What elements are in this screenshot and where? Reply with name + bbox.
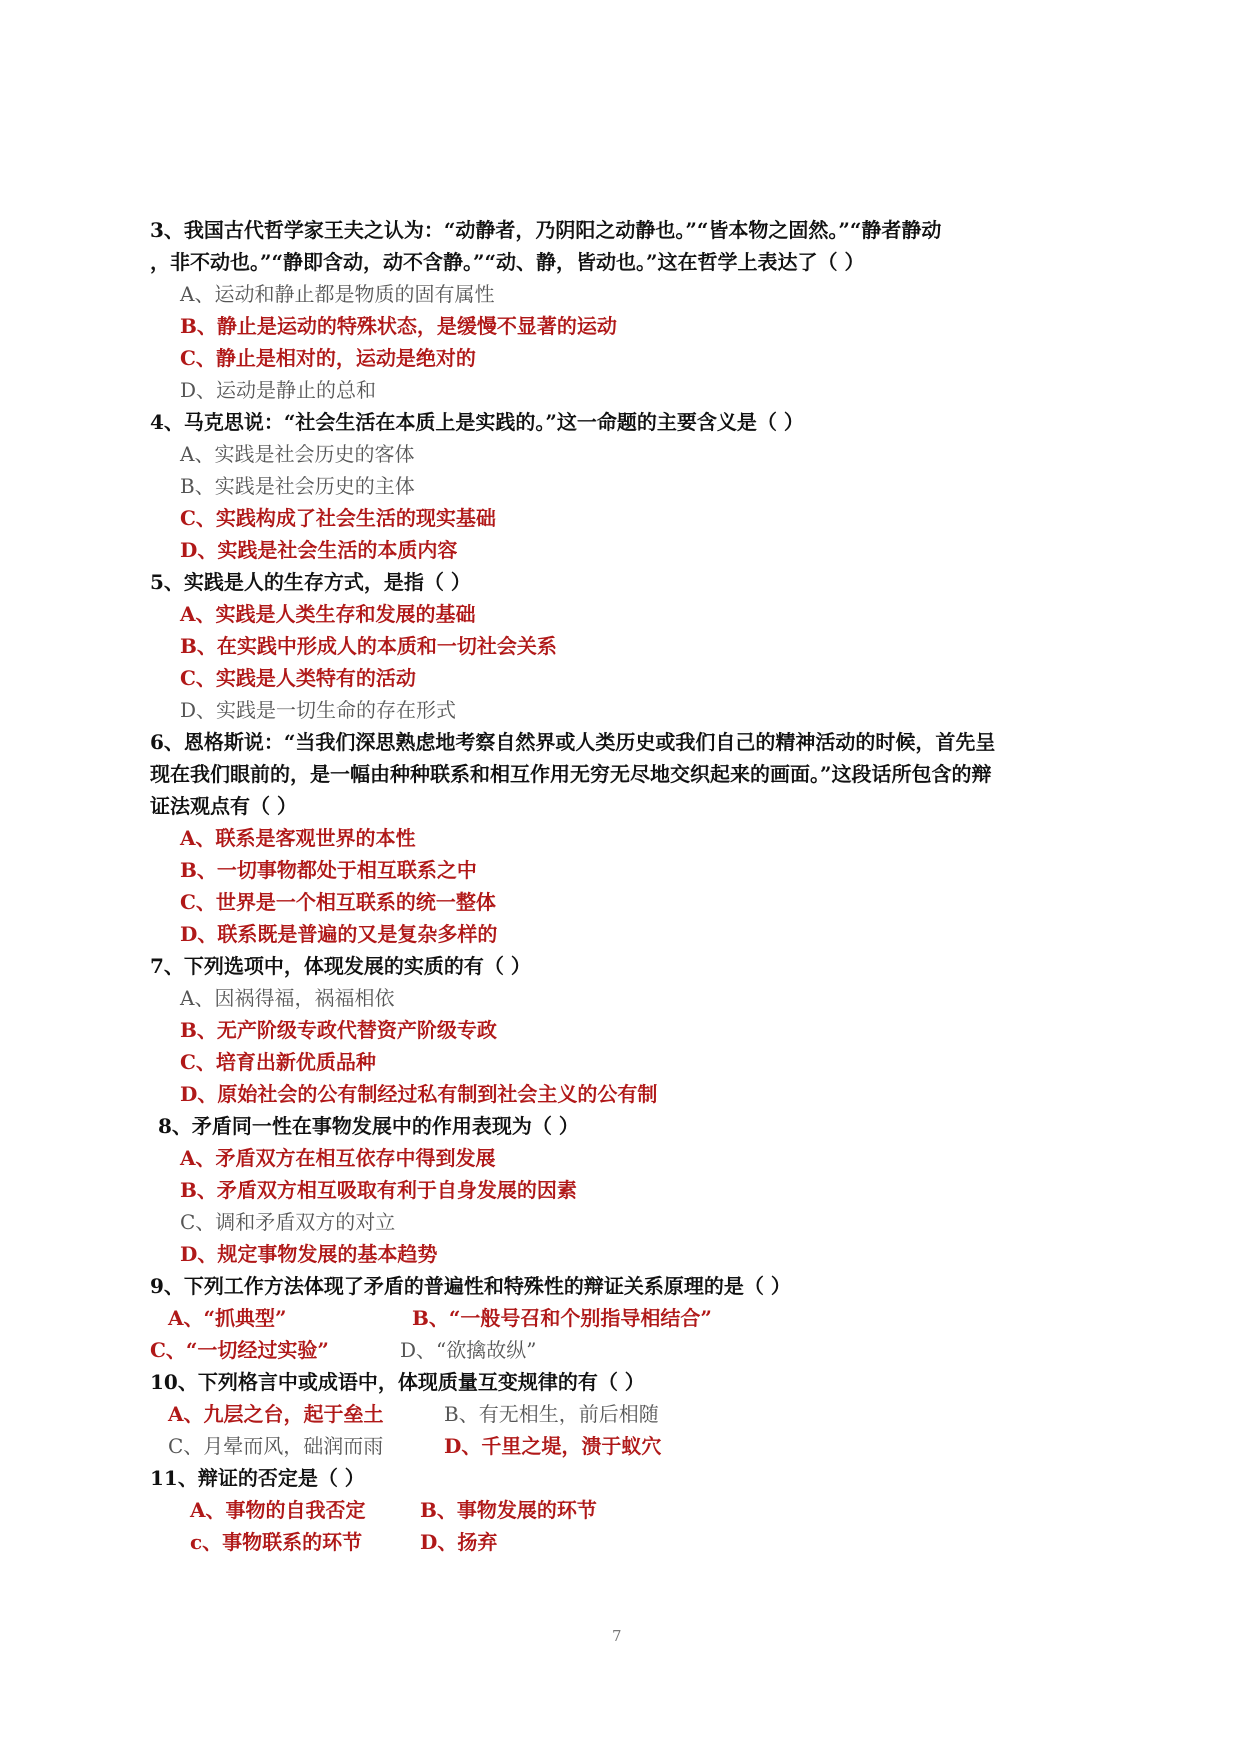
question-7-option-d: D、原始社会的公有制经过私有制到社会主义的公有制 — [180, 1082, 658, 1106]
question-5-option-c: C、实践是人类特有的活动 — [180, 666, 416, 690]
question-9-option-a: A、“抓典型” — [168, 1306, 287, 1330]
question-11-option-c: c、事物联系的环节 — [190, 1530, 363, 1554]
question-3-line-1: 3、我国古代哲学家王夫之认为：“动静者，乃阴阳之动静也。”“皆本物之固然。”“静者静动 — [150, 218, 942, 242]
question-11-option-a: A、事物的自我否定 — [190, 1498, 366, 1522]
question-8: 8、矛盾同一性在事物发展中的作用表现为（ ） — [158, 1114, 579, 1138]
question-7-option-c: C、培育出新优质品种 — [180, 1050, 376, 1074]
question-5: 5、实践是人的生存方式，是指（ ） — [150, 570, 471, 594]
question-3-option-b: B、静止是运动的特殊状态，是缓慢不显著的运动 — [180, 314, 617, 338]
question-8-option-a: A、矛盾双方在相互依存中得到发展 — [180, 1146, 496, 1170]
question-6-line-2: 现在我们眼前的，是一幅由种种联系和相互作用无穷无尽地交织起来的画面。”这段话所包含的辩 — [150, 762, 992, 786]
question-3-line-2: ，非不动也。”“静即含动，动不含静。”“动、静，皆动也。”这在哲学上表达了（ ） — [150, 250, 865, 274]
question-3-option-a: A、运动和静止都是物质的固有属性 — [180, 282, 495, 306]
question-6-option-d: D、联系既是普遍的又是复杂多样的 — [180, 922, 498, 946]
question-11-option-d: D、扬弃 — [420, 1530, 498, 1554]
question-6-option-b: B、一切事物都处于相互联系之中 — [180, 858, 477, 882]
question-10-option-d: D、千里之堤，溃于蚁穴 — [444, 1434, 662, 1458]
question-10: 10、下列格言中或成语中，体现质量互变规律的有（ ） — [150, 1370, 645, 1394]
question-10-option-b: B、有无相生，前后相随 — [444, 1402, 659, 1426]
question-7: 7、下列选项中，体现发展的实质的有（ ） — [150, 954, 531, 978]
question-4-option-b: B、实践是社会历史的主体 — [180, 474, 415, 498]
question-4-option-c: C、实践构成了社会生活的现实基础 — [180, 506, 496, 530]
question-6-line-1: 6、恩格斯说：“当我们深思熟虑地考察自然界或人类历史或我们自己的精神活动的时候，首先呈 — [150, 730, 996, 754]
question-9-option-b: B、“一般号召和个别指导相结合” — [412, 1306, 712, 1330]
question-11: 11、辩证的否定是（ ） — [150, 1466, 365, 1490]
page-number: 7 — [612, 1627, 622, 1645]
question-9-option-d: D、“欲擒故纵” — [400, 1338, 537, 1362]
question-6-line-3: 证法观点有（ ） — [150, 794, 297, 818]
question-4-option-a: A、实践是社会历史的客体 — [180, 442, 415, 466]
question-6-option-a: A、联系是客观世界的本性 — [180, 826, 416, 850]
question-3-option-c: C、静止是相对的，运动是绝对的 — [180, 346, 476, 370]
question-6-option-c: C、世界是一个相互联系的统一整体 — [180, 890, 496, 914]
question-5-option-b: B、在实践中形成人的本质和一切社会关系 — [180, 634, 557, 658]
question-8-option-d: D、规定事物发展的基本趋势 — [180, 1242, 438, 1266]
question-3-option-d: D、运动是静止的总和 — [180, 378, 377, 402]
question-5-option-a: A、实践是人类生存和发展的基础 — [180, 602, 476, 626]
question-9-option-c: C、“一切经过实验” — [150, 1338, 329, 1362]
question-7-option-a: A、因祸得福，祸福相依 — [180, 986, 395, 1010]
question-10-option-a: A、九层之台，起于垒土 — [168, 1402, 384, 1426]
question-4: 4、马克思说：“社会生活在本质上是实践的。”这一命题的主要含义是（ ） — [150, 410, 804, 434]
question-9: 9、下列工作方法体现了矛盾的普遍性和特殊性的辩证关系原理的是（ ） — [150, 1274, 791, 1298]
question-4-option-d: D、实践是社会生活的本质内容 — [180, 538, 458, 562]
question-11-option-b: B、事物发展的环节 — [420, 1498, 597, 1522]
question-5-option-d: D、实践是一切生命的存在形式 — [180, 698, 457, 722]
question-8-option-c: C、调和矛盾双方的对立 — [180, 1210, 396, 1234]
question-10-option-c: C、月晕而风，础润而雨 — [168, 1434, 384, 1458]
question-8-option-b: B、矛盾双方相互吸取有利于自身发展的因素 — [180, 1178, 577, 1202]
question-7-option-b: B、无产阶级专政代替资产阶级专政 — [180, 1018, 497, 1042]
